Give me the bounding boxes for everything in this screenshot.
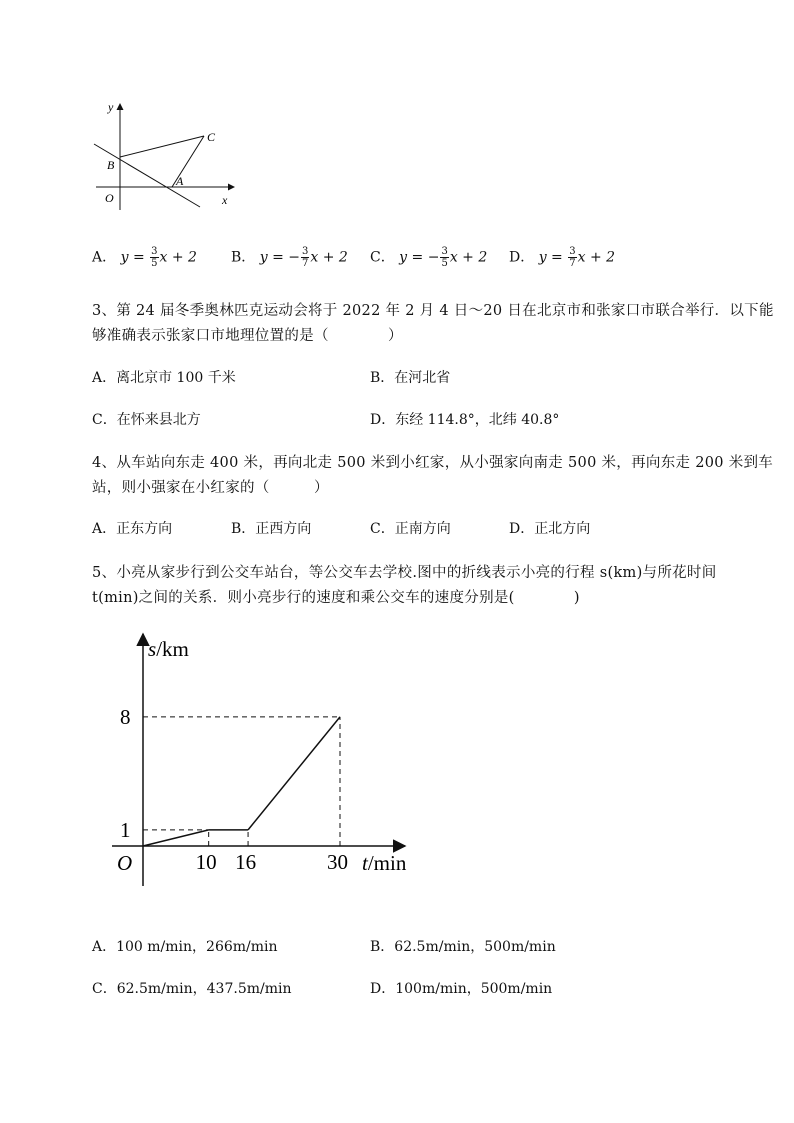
q2-option-c[interactable]: C． y = − $\frac{3}{5}$ x + 2 — [370, 246, 488, 269]
label-c: C — [207, 130, 216, 144]
q4-option-d[interactable]: D．正北方向 — [509, 521, 591, 537]
label-a: A — [176, 174, 184, 188]
q3-option-a[interactable]: A．离北京市 100 千米 — [92, 370, 236, 386]
q5-option-a[interactable]: A．100 m/min，266m/min — [92, 939, 278, 955]
series-segment — [143, 830, 209, 846]
fraction: $\frac{3}{5}$ — [441, 246, 448, 269]
q4-option-b[interactable]: B．正西方向 — [231, 521, 312, 537]
q3-option-b[interactable]: B．在河北省 — [370, 370, 451, 386]
q5-option-c[interactable]: C．62.5m/min，437.5m/min — [92, 981, 292, 997]
series-segment — [248, 717, 340, 830]
y-axis-label: s/km — [148, 637, 189, 661]
triangle-coordinate-figure — [88, 98, 238, 213]
q4-stem-line2: 站，则小强家在小红家的（ ） — [92, 480, 329, 496]
q3-option-c[interactable]: C．在怀来县北方 — [92, 412, 201, 428]
fraction: $\frac{3}{5}$ — [151, 246, 158, 269]
x-axis-label: t/min — [362, 851, 407, 875]
q5-stem-line1: 5、小亮从家步行到公交车站台，等公交车去学校.图中的折线表示小亮的行程 s(km)与所花时间 — [92, 565, 717, 581]
y-tick-label: 1 — [120, 817, 131, 842]
origin-label: O — [117, 851, 133, 875]
q5-option-b[interactable]: B．62.5m/min，500m/min — [370, 939, 556, 955]
fraction: $\frac{3}{7}$ — [569, 246, 576, 269]
q4-stem-line1: 4、从车站向东走 400 米，再向北走 500 米到小红家，从小强家向南走 500 米，再向东走 200 米到车 — [92, 455, 774, 471]
fraction: $\frac{3}{7}$ — [302, 246, 309, 269]
x-tick-label: 16 — [235, 850, 257, 874]
chart-labels — [117, 637, 407, 875]
chart-marks — [143, 717, 340, 846]
label-x: x — [222, 193, 228, 207]
y-tick-label: 8 — [120, 704, 131, 729]
x-tick-label: 30 — [327, 850, 348, 874]
label-y: y — [108, 100, 114, 114]
x-tick-label: 10 — [195, 850, 217, 874]
q3-option-d[interactable]: D．东经 114.8°，北纬 40.8° — [370, 412, 560, 428]
chart-guides — [143, 717, 340, 846]
q2-option-d[interactable]: D． y = $\frac{3}{7}$ x + 2 — [509, 246, 616, 269]
q2-option-b[interactable]: B． y = − $\frac{3}{7}$ x + 2 — [231, 246, 348, 269]
q5-option-d[interactable]: D．100m/min，500m/min — [370, 981, 553, 997]
distance-time-chart — [100, 628, 430, 898]
label-o: O — [105, 191, 114, 205]
q3-stem-line1: 3、第 24 届冬季奥林匹克运动会将于 2022 年 2 月 4 日～20 日在北京市和张家口市联合举行．以下能 — [92, 303, 774, 319]
q4-option-a[interactable]: A．正东方向 — [92, 521, 173, 537]
q4-option-c[interactable]: C．正南方向 — [370, 521, 451, 537]
label-b: B — [107, 158, 115, 172]
q2-option-a[interactable]: A． y = $\frac{3}{5}$ x + 2 — [92, 246, 197, 269]
q5-stem-line2: t(min)之间的关系．则小亮步行的速度和乘公交车的速度分别是( ) — [92, 590, 580, 606]
q3-stem-line2: 够准确表示张家口市地理位置的是（ ） — [92, 328, 403, 344]
segment-bc — [120, 136, 204, 157]
